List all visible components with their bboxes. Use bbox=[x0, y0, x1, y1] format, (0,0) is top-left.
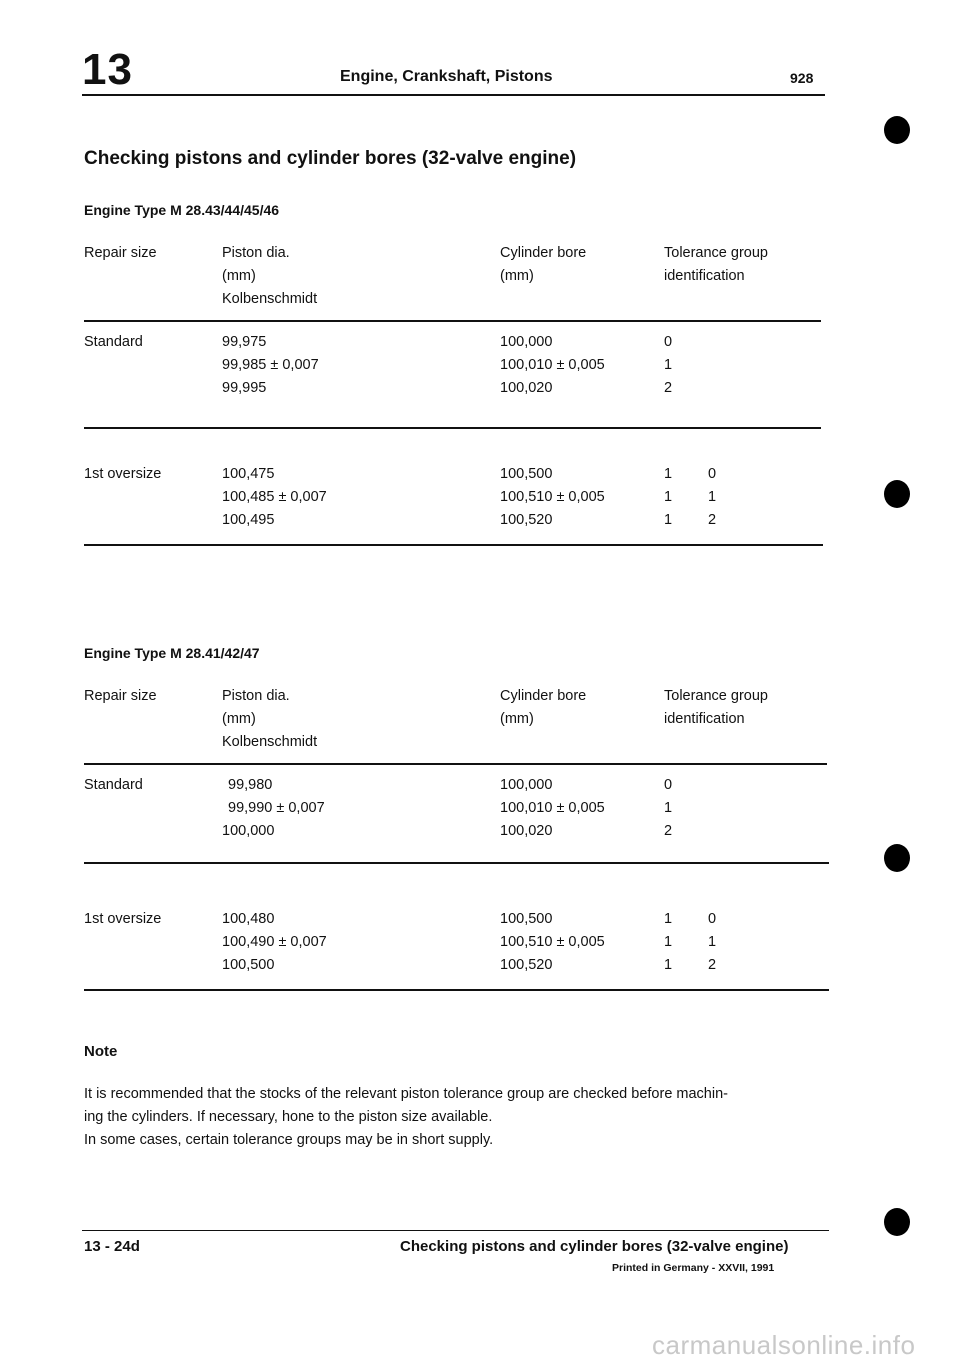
tolerance-line bbox=[664, 954, 716, 977]
piston-value: 100,475 bbox=[222, 466, 275, 482]
column-header-bore bbox=[500, 242, 586, 288]
printed-note: Printed in Germany - XXVII, 1991 bbox=[612, 1262, 775, 1274]
row-size-label: Standard bbox=[84, 334, 143, 350]
piston-value: 99,990 ± 0,007 bbox=[228, 800, 325, 816]
piston-values bbox=[222, 331, 319, 400]
header-line: (mm) bbox=[222, 711, 256, 727]
row-size-label: 1st oversize bbox=[84, 911, 162, 927]
header-line: Cylinder bore bbox=[500, 245, 587, 261]
note-line: In some cases, certain tolerance groups may be in short supply. bbox=[84, 1132, 494, 1148]
table-rule bbox=[84, 763, 827, 765]
binder-hole-dot bbox=[884, 116, 910, 144]
piston-value: 99,985 ± 0,007 bbox=[222, 357, 319, 373]
tolerance-values bbox=[664, 463, 716, 532]
tolerance-value: 1 bbox=[664, 489, 673, 505]
tolerance-line bbox=[664, 509, 716, 532]
bore-value: 100,000 bbox=[500, 777, 553, 793]
column-header-repair-size: Repair size bbox=[84, 688, 157, 704]
tolerance-line bbox=[664, 486, 716, 509]
page-title: Checking pistons and cylinder bores (32-valve engine) bbox=[84, 148, 577, 169]
piston-values bbox=[222, 908, 327, 977]
bore-value: 100,010 ± 0,005 bbox=[500, 800, 605, 816]
column-header-bore bbox=[500, 685, 586, 731]
header-line: identification bbox=[664, 268, 745, 284]
bore-value: 100,520 bbox=[500, 512, 553, 528]
column-header-tolerance bbox=[664, 685, 768, 731]
bore-values bbox=[500, 774, 605, 843]
bore-values bbox=[500, 908, 605, 977]
bore-value: 100,000 bbox=[500, 334, 553, 350]
row-size-label: Standard bbox=[84, 777, 143, 793]
tolerance-values bbox=[664, 331, 672, 400]
note-line: ing the cylinders. If necessary, hone to the piston size available. bbox=[84, 1109, 493, 1125]
table-rule bbox=[84, 427, 821, 429]
bore-value: 100,510 ± 0,005 bbox=[500, 489, 605, 505]
tolerance-value: 1 bbox=[664, 466, 673, 482]
tolerance-value: 1 bbox=[708, 489, 717, 505]
footer-rule bbox=[82, 1230, 829, 1231]
tolerance-values bbox=[664, 908, 716, 977]
engine-type-heading: Engine Type M 28.41/42/47 bbox=[84, 645, 260, 661]
tolerance-value: 1 bbox=[664, 911, 673, 927]
engine-type-heading: Engine Type M 28.43/44/45/46 bbox=[84, 202, 280, 218]
piston-value: 100,000 bbox=[222, 823, 275, 839]
binder-hole-dot bbox=[884, 480, 910, 508]
header-line: Cylinder bore bbox=[500, 688, 587, 704]
tolerance-value: 1 bbox=[664, 934, 673, 950]
piston-value: 99,995 bbox=[222, 380, 267, 396]
table-rule bbox=[84, 544, 823, 546]
piston-value: 100,485 ± 0,007 bbox=[222, 489, 327, 505]
header-line: Piston dia. bbox=[222, 245, 290, 261]
tolerance-line bbox=[664, 908, 716, 931]
header-line: Kolbenschmidt bbox=[222, 734, 318, 750]
table-rule bbox=[84, 989, 829, 991]
piston-value: 100,480 bbox=[222, 911, 275, 927]
column-header-piston bbox=[222, 685, 317, 754]
header-title: Engine, Crankshaft, Pistons bbox=[340, 68, 553, 85]
table-rule bbox=[84, 320, 821, 322]
header-line: Tolerance group bbox=[664, 245, 768, 261]
bore-value: 100,510 ± 0,005 bbox=[500, 934, 605, 950]
tolerance-value: 2 bbox=[664, 380, 673, 396]
piston-value: 99,980 bbox=[228, 777, 273, 793]
tolerance-value: 0 bbox=[708, 466, 717, 482]
piston-value: 99,975 bbox=[222, 334, 267, 350]
watermark: carmanualsonline.info bbox=[652, 1330, 916, 1360]
tolerance-value: 2 bbox=[708, 512, 717, 528]
bore-value: 100,520 bbox=[500, 957, 553, 973]
bore-value: 100,020 bbox=[500, 823, 553, 839]
tolerance-value: 1 bbox=[664, 512, 673, 528]
chapter-number: 13 bbox=[82, 45, 133, 94]
piston-value: 100,490 ± 0,007 bbox=[222, 934, 327, 950]
binder-hole-dot bbox=[884, 844, 910, 872]
tolerance-value: 0 bbox=[664, 334, 673, 350]
note-line: It is recommended that the stocks of the relevant piston tolerance group are checked before machin- bbox=[84, 1086, 728, 1102]
header-line: Kolbenschmidt bbox=[222, 291, 318, 307]
table-rule bbox=[84, 862, 829, 864]
bore-value: 100,500 bbox=[500, 466, 553, 482]
header-line: (mm) bbox=[500, 711, 534, 727]
tolerance-value: 0 bbox=[708, 911, 717, 927]
column-header-piston bbox=[222, 242, 317, 311]
bore-values bbox=[500, 331, 605, 400]
binder-hole-dot bbox=[884, 1208, 910, 1236]
tolerance-line bbox=[664, 463, 716, 486]
page-number: 13 - 24d bbox=[84, 1238, 140, 1255]
header-line: identification bbox=[664, 711, 745, 727]
tolerance-value: 1 bbox=[708, 934, 717, 950]
bore-values bbox=[500, 463, 605, 532]
model-number: 928 bbox=[790, 70, 814, 86]
bore-value: 100,020 bbox=[500, 380, 553, 396]
header-line: Piston dia. bbox=[222, 688, 290, 704]
tolerance-value: 2 bbox=[664, 823, 673, 839]
tolerance-value: 1 bbox=[664, 800, 673, 816]
bore-value: 100,500 bbox=[500, 911, 553, 927]
bore-value: 100,010 ± 0,005 bbox=[500, 357, 605, 373]
piston-values bbox=[222, 463, 327, 532]
piston-values bbox=[222, 774, 325, 843]
footer-title: Checking pistons and cylinder bores (32-valve engine) bbox=[400, 1238, 789, 1255]
piston-value: 100,500 bbox=[222, 957, 275, 973]
column-header-repair-size: Repair size bbox=[84, 245, 157, 261]
tolerance-value: 1 bbox=[664, 357, 673, 373]
header-line: (mm) bbox=[500, 268, 534, 284]
tolerance-values bbox=[664, 774, 672, 843]
piston-value: 100,495 bbox=[222, 512, 275, 528]
column-header-tolerance bbox=[664, 242, 768, 288]
tolerance-value: 0 bbox=[664, 777, 673, 793]
note-label: Note bbox=[84, 1043, 118, 1060]
row-size-label: 1st oversize bbox=[84, 466, 162, 482]
tolerance-line bbox=[664, 931, 716, 954]
tolerance-value: 1 bbox=[664, 957, 673, 973]
note-text bbox=[84, 1083, 834, 1152]
header-line: Tolerance group bbox=[664, 688, 768, 704]
header-line: (mm) bbox=[222, 268, 256, 284]
header-rule bbox=[82, 94, 825, 96]
tolerance-value: 2 bbox=[708, 957, 717, 973]
